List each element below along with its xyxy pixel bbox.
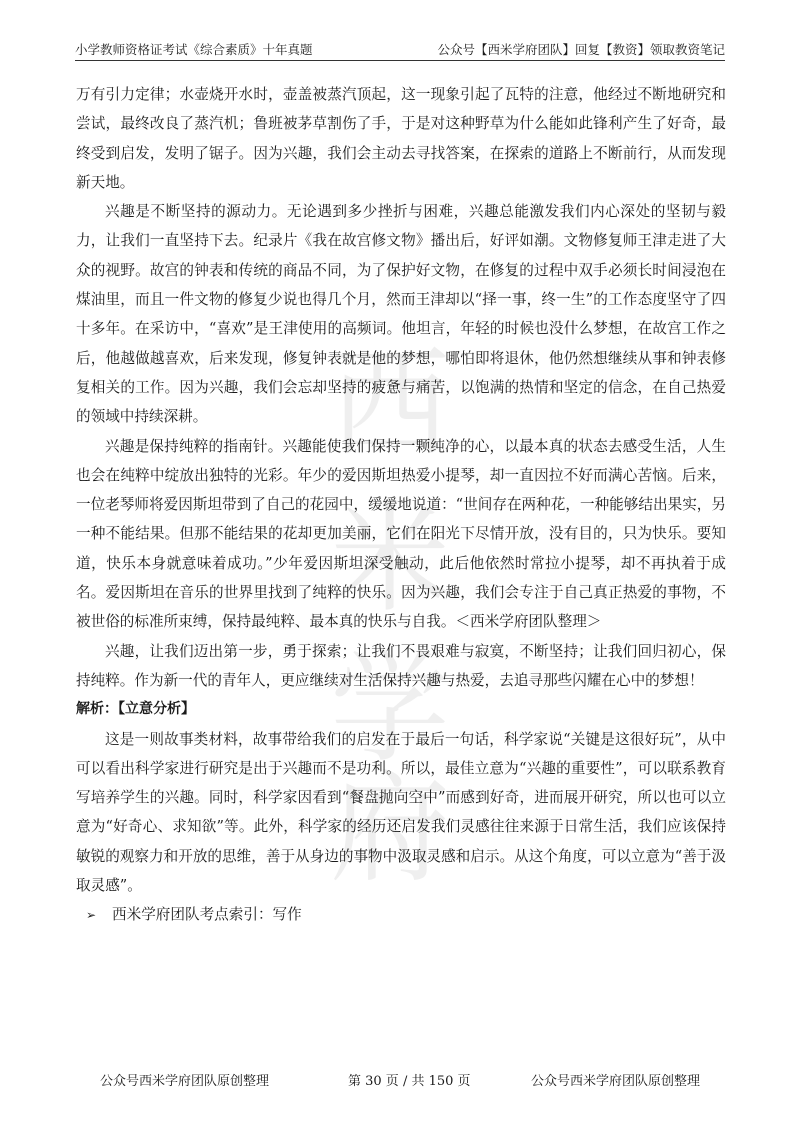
exam-index-text: 西米学府团队考点索引：写作 [112, 906, 302, 924]
watermark-char-1: 西 [330, 335, 450, 474]
paragraph-1: 万有引力定律；水壶烧开水时，壶盖被蒸汽顶起，这一现象引起了瓦特的注意，他经过不断地研究和尝试，最终改良了蒸汽机；鲁班被茅草割伤了手，于是对这种野草为什么能如此锋利产生了好奇，最终受到启发，发明了锯子。因为兴趣，我们会主动去寻找答案，在探索的道路上不断前行，从而发现新天地。 [76, 86, 726, 191]
footer-left: 公众号西米学府团队原创整理 [100, 1074, 270, 1089]
footer-right: 公众号西米学府团队原创整理 [530, 1074, 700, 1089]
watermark-char-3: 学府 [330, 640, 450, 899]
page-number: 第 30 页 / 共 150 页 [348, 1074, 471, 1089]
header-title: 小学教师资格证考试《综合素质》十年真题 [75, 42, 313, 57]
page-header [75, 40, 725, 61]
exam-index [76, 900, 726, 930]
paragraph-4: 兴趣，让我们迈出第一步，勇于探索；让我们不畏艰难与寂寞，不断坚持；让我们回归初心，保持纯粹。作为新一代的青年人，更应继续对生活保持兴趣与热爱，去追寻那些闪耀在心中的梦想！ [76, 642, 726, 689]
analysis-text: 这是一则故事类材料，故事带给我们的启发在于最后一句话，科学家说“关键是这很好玩”，从中可以看出科学家进行研究是出于兴趣而不是功利。所以，最佳立意为“兴趣的重要性”，可以联系教育写培养学生的兴趣。同时，科学家因看到“餐盘抛向空中”而感到好奇，进而展开研究，所以也可以立意为“好奇心、求知欲”等。此外，科学家的经历还启发我们灵感往往来源于日常生活，我们应该保持敏锐的观察力和开放的思维，善于从身边的事物中汲取灵感和启示。从这个角度，可以立意为“善于汲取灵感”。 [76, 730, 726, 895]
analysis-heading: 解析：【立意分析】 [76, 701, 195, 718]
page-footer [100, 1072, 700, 1092]
page-body [76, 80, 726, 931]
arrow-bullet-icon: ➢ [86, 908, 97, 923]
paragraph-3: 兴趣是保持纯粹的指南针。兴趣能使我们保持一颗纯净的心，以最本真的状态去感受生活，人生也会在纯粹中绽放出独特的光彩。年少的爱因斯坦热爱小提琴，却一直因拉不好而满心苦恼。后来，一位老琴师将爱因斯坦带到了自己的花园中，缓缓地说道：“世间存在两种花，一种能够结出果实，另一种不能结果。但那不能结果的花却更加美丽，它们在阳光下尽情开放，没有目的，只为快乐。要知道，快乐本身就意味着成功。”少年爱因斯坦深受触动，此后他依然时常拉小提琴，却不再执着于成名。爱因斯坦在音乐的世界里找到了纯粹的快乐。因为兴趣，我们会专注于自己真正热爱的事物，不被世俗的标准所束缚，保持最纯粹、最本真的快乐与自我。＜西米学府团队整理＞ [76, 437, 726, 631]
header-promo: 公众号【西米学府团队】回复【教资】领取教资笔记 [437, 42, 725, 57]
watermark-char-2: 米 [330, 490, 450, 629]
paragraph-2: 兴趣是不断坚持的源动力。无论遇到多少挫折与困难，兴趣总能激发我们内心深处的坚韧与毅力，让我们一直坚持下去。纪录片《我在故宫修文物》播出后，好评如潮。文物修复师王津走进了大众的视野。故宫的钟表和传统的商品不同，为了保护好文物，在修复的过程中双手必须长时间浸泡在煤油里，而且一件文物的修复少说也得几个月，然而王津却以“择一事，终一生”的工作态度坚守了四十多年。在采访中，“喜欢”是王津使用的高频词。他坦言，年轻的时候也没什么梦想，在故宫工作之后，他越做越喜欢，后来发现，修复钟表就是他的梦想，哪怕即将退休，他仍然想继续从事和钟表修复相关的工作。因为兴趣，我们会忘却坚持的疲惫与痛苦，以饱满的热情和坚定的信念，在自己热爱的领域中持续深耕。 [76, 203, 726, 426]
